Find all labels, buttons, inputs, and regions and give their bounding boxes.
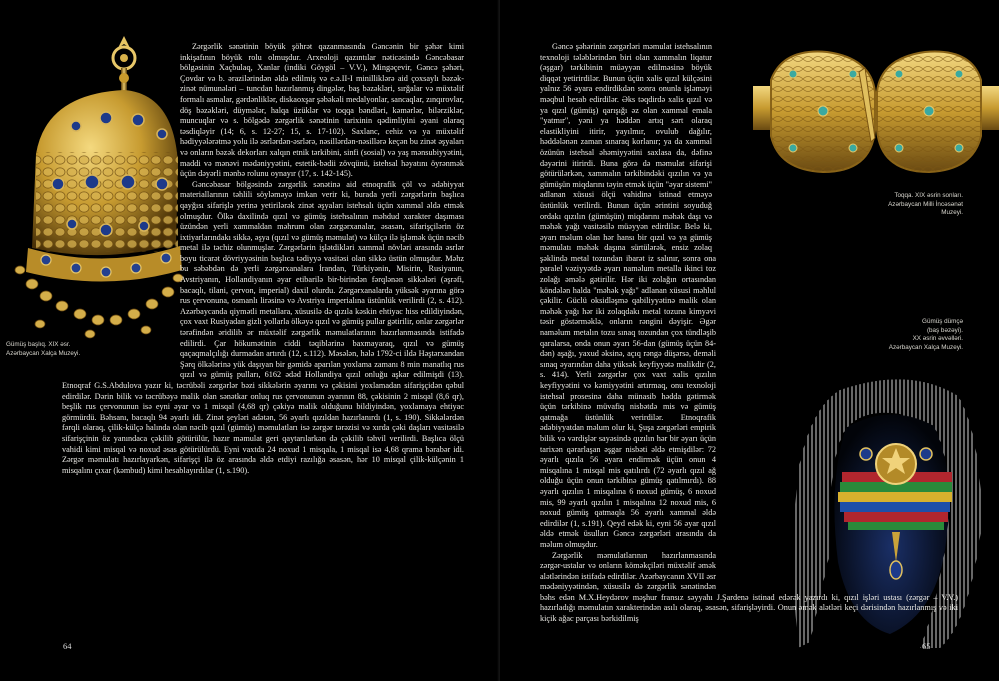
caption-line: Toqqa. XIX əsrin sonları.	[894, 192, 963, 199]
caption-line: Azərbaycan Xalça Muzeyi.	[888, 343, 963, 351]
right-body-text	[540, 42, 958, 625]
caption-line: Muzeyi.	[941, 209, 963, 217]
left-body-text	[62, 42, 464, 476]
caption-line: XX əsrin əvvəlləri.	[912, 335, 963, 343]
page-number: 64	[63, 641, 72, 651]
right-page	[500, 0, 999, 681]
paragraph: Gəncəbasar bölgəsində zərgərlik sənətinə aid etnoqrafik çöl və ədəbiyyat materiallarının təhlili söyləməyə imkan verir ki, burada yerli zərgərlərin başlıca qayğısı sifarişlə yerinə yetirilərək zinət əşyaları istehsalı üçün xammal əldə etmək olmuşdur. Ölkə daxilində qızıl və gümüş istehsalının məhdud xarakter daşıması üzündən yerli xammaldan məhrum olan zərgərxanalar, əsasən, sifarişçilərin öz ixtiyarlarındakı sikkə, əşya (qızıl və gümüş məmulat) və külçə ilə işləmək üçün nəcib metal ilə təchiz olunmuşlar. Zərgərlərin işlətdikləri xammal növləri arasında əsrlər boyu ticarət dövriyyəsinin başlıca tədiyyə vasitəsi olan sikkə üstün olmuşdur. Məhz bu səbəbdən də yerli zərgərxanalara İrandan, Türkiyənin, Misirin, Rusiyanın, Avstriyanın, Hollandiyanın əyar etibarilə bir-birindən fərqlənən sikkələri (əşrəfi, bacaqlı, tilani, çervon, imperial) daxil olurdu. Zərgərxanalarda yüksək əyarına görə rus çervonuna, osmanlı lirəsinə və Avstriya imperialına üstünlük verilirdi (2, s. 412). Azərbaycanda qiymətli metallara, xüsusilə də qızıla kəskin ehtiyac hiss edildiyindən, çox vaxt Rusiyadan gizli yollarla ölkəyə qızıl və gümüş pullar gətirilir, onlar zərgərlər tərəfindən əridilib ər müxtəlif zərgərlik məmulatlarının hazırlanmasında istifadə edilirdi. Çar hökumətinin ciddi təqiblərinə baxmayaraq, qızıl və gümüş qaçaqmalçılığı durmadan artırdı (12, s.112). Məsələn, hələ 1792-ci ildə Həştərxandan Şərq ölkələrinə yük daşıyan bir gəmidə aparılan yoxlama zamanı 8 min manatlıq rus qızıl və gümüş pulları, 6162 ədəd Hollandiya qızıl onluğu aşkar edilmişdi (13). Etnoqraf G.S.Abdulova yazır ki, təcrübəli zərgərlər bəzi sikkələrin əyarını və çəkisini yoxlamadan sifarişçidən qəbul edirdilər. Dərin bilik və təcrübəyə malik olan sənətkar onluq rus çervonunun əyarının 88, çəkisinin 2 misqal (8,6 qr), beşlik rus çervonunun isə eyni əyar və 1 misqal (4,68 qr) çəkiyə malik olduğunu bildiyindən, yoxlamaya ehtiyac görmürdü. Bəhsanı, bacaqlı 94 əyarlı idi. Zinət şeyləri adətən, 56 əyarlı qızıldan hazırlanırdı (1, s. 190). Sikkələrdən fərqli olaraq, çilik-külçə halında olan nəcib qızıl (gümüş) məmulatları isə zərgər tərəzisi və xırda çəki daşları vasitəsilə sifarişçinin öz yanındaca çəkilib götürülür, hazır məmulat geri qaytarılarkən də çəkilib təhvil verilirdi. Başlıca ölçü vahidi kimi misqal və noxud əsas götürülürdü. Eyni vaxtda 24 noxud 1 misqala, 1 misqal isə 4,68 qrama bərabər idi. Zərgər məmulatı hazırlayarkən, sifarişçi ilə öz arasında əldə etdiyi razılığa əsasən, hər 10 misqal çilik-külçənin 1 misqalını çıxar (kəmbud) kimi hesablayırdılar (1, s.190).	[62, 179, 464, 475]
float-spacer	[62, 42, 180, 380]
paragraph: Zərgərlik məmulatlarının hazırlanmasında zərgər-ustalar və onların köməkçiləri müxtəlif əmək alətlərindən istifadə edirdilər. Azərbaycanın XVII əsr mədəniyyətindən, xüsusilə də zərgərlik sənətindən bəhs edən M.X.Heydərov məşhur fransız səyyahı J.Şardenə istinad edərək yazırdı ki, qızıl işləri ustası (zərgər – V.V.) hazırladığı məmulatın xarakterindən asılı olaraq, əsasən, sifarişləyirdi. Onun əmək alətləri keçi dərisindən hazırlanmış və iki kiçik ağac parçası bərkidilmiş	[540, 550, 958, 624]
float-spacer-belt	[718, 42, 958, 252]
caption-line: Azərbaycan Xalça Muzeyi.	[6, 349, 81, 357]
float-spacer-dumche	[722, 370, 958, 590]
caption-line: Gümüş dümçə	[922, 318, 963, 325]
page-number: 65	[922, 641, 931, 651]
paragraph: Gəncə şəhərinin zərgərləri məmulat istehsalının texnoloji tələblərindən biri olan xammalın liqatur (əşgar) tərkibinin müəyyən edilməsinə böyük diqqət yetirirdilər. Bunun üçün xalis qızıl külçəsini yalnız 56 əyara endirdikdən sonra onunla işləməyi məqbul hesab edirdilər. Əks təqdirdə xalis qızıl və ya qızıl (gümüş) qarışığı əz olan xammal emala "yatmır", yəni ya həddən artıq sərt olaraq elastikliyini itirir, yayılmır, ovulub dağılır, həddələnən zaman sınaraq korlanır; ya da xammal özünün istehsal əhəmiyyətini saxlasa da, dəfinə dəyərini itirirdi. Buna görə də məmulat sifarişi götürülərkən, xammalın tərkibindəki qızılın və ya gümüşün miqdarını təyin etmək üçün "əyar sistemi" adlanan xüsusi ölçü vahidinə istinad etməyə üstünlük verilirdi. Bunun üçün ərintini soyuduğ ordakı qızılın (gümüşün) miqdarını məhək daşı və məhək yağı vasitəsilə müəyyən edirdilər. Belə ki, əyarı məlum olan hər hansı bir qızıl və ya gümüş məmulatı məhək daşına sürtülərək, ensiz zolaq şəklində metal tozundan ibarət iz salınır, sonra ona paralel vəziyyətdə əyarı naməlum metalla ikinci toz zolağı əmələ gətirilir. Hər iki zolağın ortasından köndələn halda "məhək yağı" adlanan xüsusi məhlul çəkilir. Güclü oksidləşmə qabiliyyətinə malik olan məhək yağı hər iki zolaqdakı metal tozuna kimyəvi təsir göstərməklə, onların rəngini dəyişir. Əgər naməlum metalın tozu sınaq tozundan çox tündləşib qaralarsa, onda onun əyarı 56-dan (gümüş üçün 84-dən) aşağı, yaxud əksinə, açıq rəngə düşərsə, deməli sınaq əyarından daha yüksək keyfiyyətə malikdir (2, s. 414). Yerli zərgərlər çox vaxt xalis qızılın keyfiyyətini və kəmiyyətini artırmaq, onu texnoloji istehsal prosesinə daha münasib hədda gətirmək üçün tərkibinə müvafiq nisbətdə mis və gümüş qatmağa üstünlük verirdilər. Etnoqrafik ədəbiyyatdan məlum olur ki, Şuşa zərgərləri empirik bilik və vərdişlər sayəsində qızılın hər bir əyarı üçün tarixən qərarlaşan əşgar nisbəti əldə etmişdilər: 72 əyarlı qızıla 56 əyara endirmək üçün onun 4 misqalına 1 misqal mis qatılırdı (72 əyarlı qızıl ağ olduğu üçün onun tərkibinə gümüş qatılmırdı). 88 əyarlı qızılın 1 misqalına 6 noxud gümüş, 6 noxud mis, 99 əyarlı qızılın 1 misqalına 12 noxud mis, 6 noxud gümüş qatmaqla 56 əyarlı xammal əldə edirdilər (1, s.191). Qeyd edək ki, eyni 56 əyar qızıl əldə etmək üsulları Gəncə zərgərləri arasında da məlum olmuşdur.	[540, 42, 716, 549]
caption-line: Gümüş başlıq. XIX əsr.	[6, 341, 71, 348]
caption-line: (baş bəzəyi).	[926, 326, 963, 334]
paragraph: Zərgərlik sənətinin böyük şöhrət qazanmasında Gəncənin bir şəhər kimi inkişafının böyük rolu olmuşdur. Arxeoloji qazıntılar nəticəsində Gəncəbasar bölgəsinin Xaçbulaq, Xanlar (indiki Göygöl – V.V.), Mingəçevir, Gəncə şəhəri, Çovdar və b. ərazilərindən əldə edilmiş və e.ə.II-I minilliklərə aid çoxsaylı bəzək-zinət nümunələri – tuncdan hazırlanmış dingələr, baş bəzəkləri, sırğalar və müxtəlif formalı asmalar, gərdənliklər, diskaoxşar şəbəkəli medalyonlar, sancaqlar, zınqırovlar, döş bəzəkləri, düymələr, halqa üzüklər və toqqa bəndləri, kəmərlər, bilərziklər, muncuqlar və s. bölgədə zərgərlik sənətinin tarixinin qədimliyini əyani olaraq təsdiqləyir (14; 6, s. 12-27; 15, s. 17-102). Saxlanc, cehiz və ya müxtəlif hədiyyələrətmə yolu ilə əsrlərdən-əsrlərə, nəsillərdən-nəsillərə keçən bu zinət əşyaları və onların bəzək dekorları xalqın etnik tərkibini, sinfi (sosial) və yaş mənsubiyyətini, maddi və mənəvi mədəniyyətini, estetik-bədii zövqünü, istehsal həyatını öyrənmək üçün dəyərli mənbə rolunu oynayır (17, s. 142-145).	[180, 42, 464, 179]
left-page	[0, 0, 499, 681]
caption-line: Azərbaycan Milli İncəsənət	[888, 200, 963, 208]
